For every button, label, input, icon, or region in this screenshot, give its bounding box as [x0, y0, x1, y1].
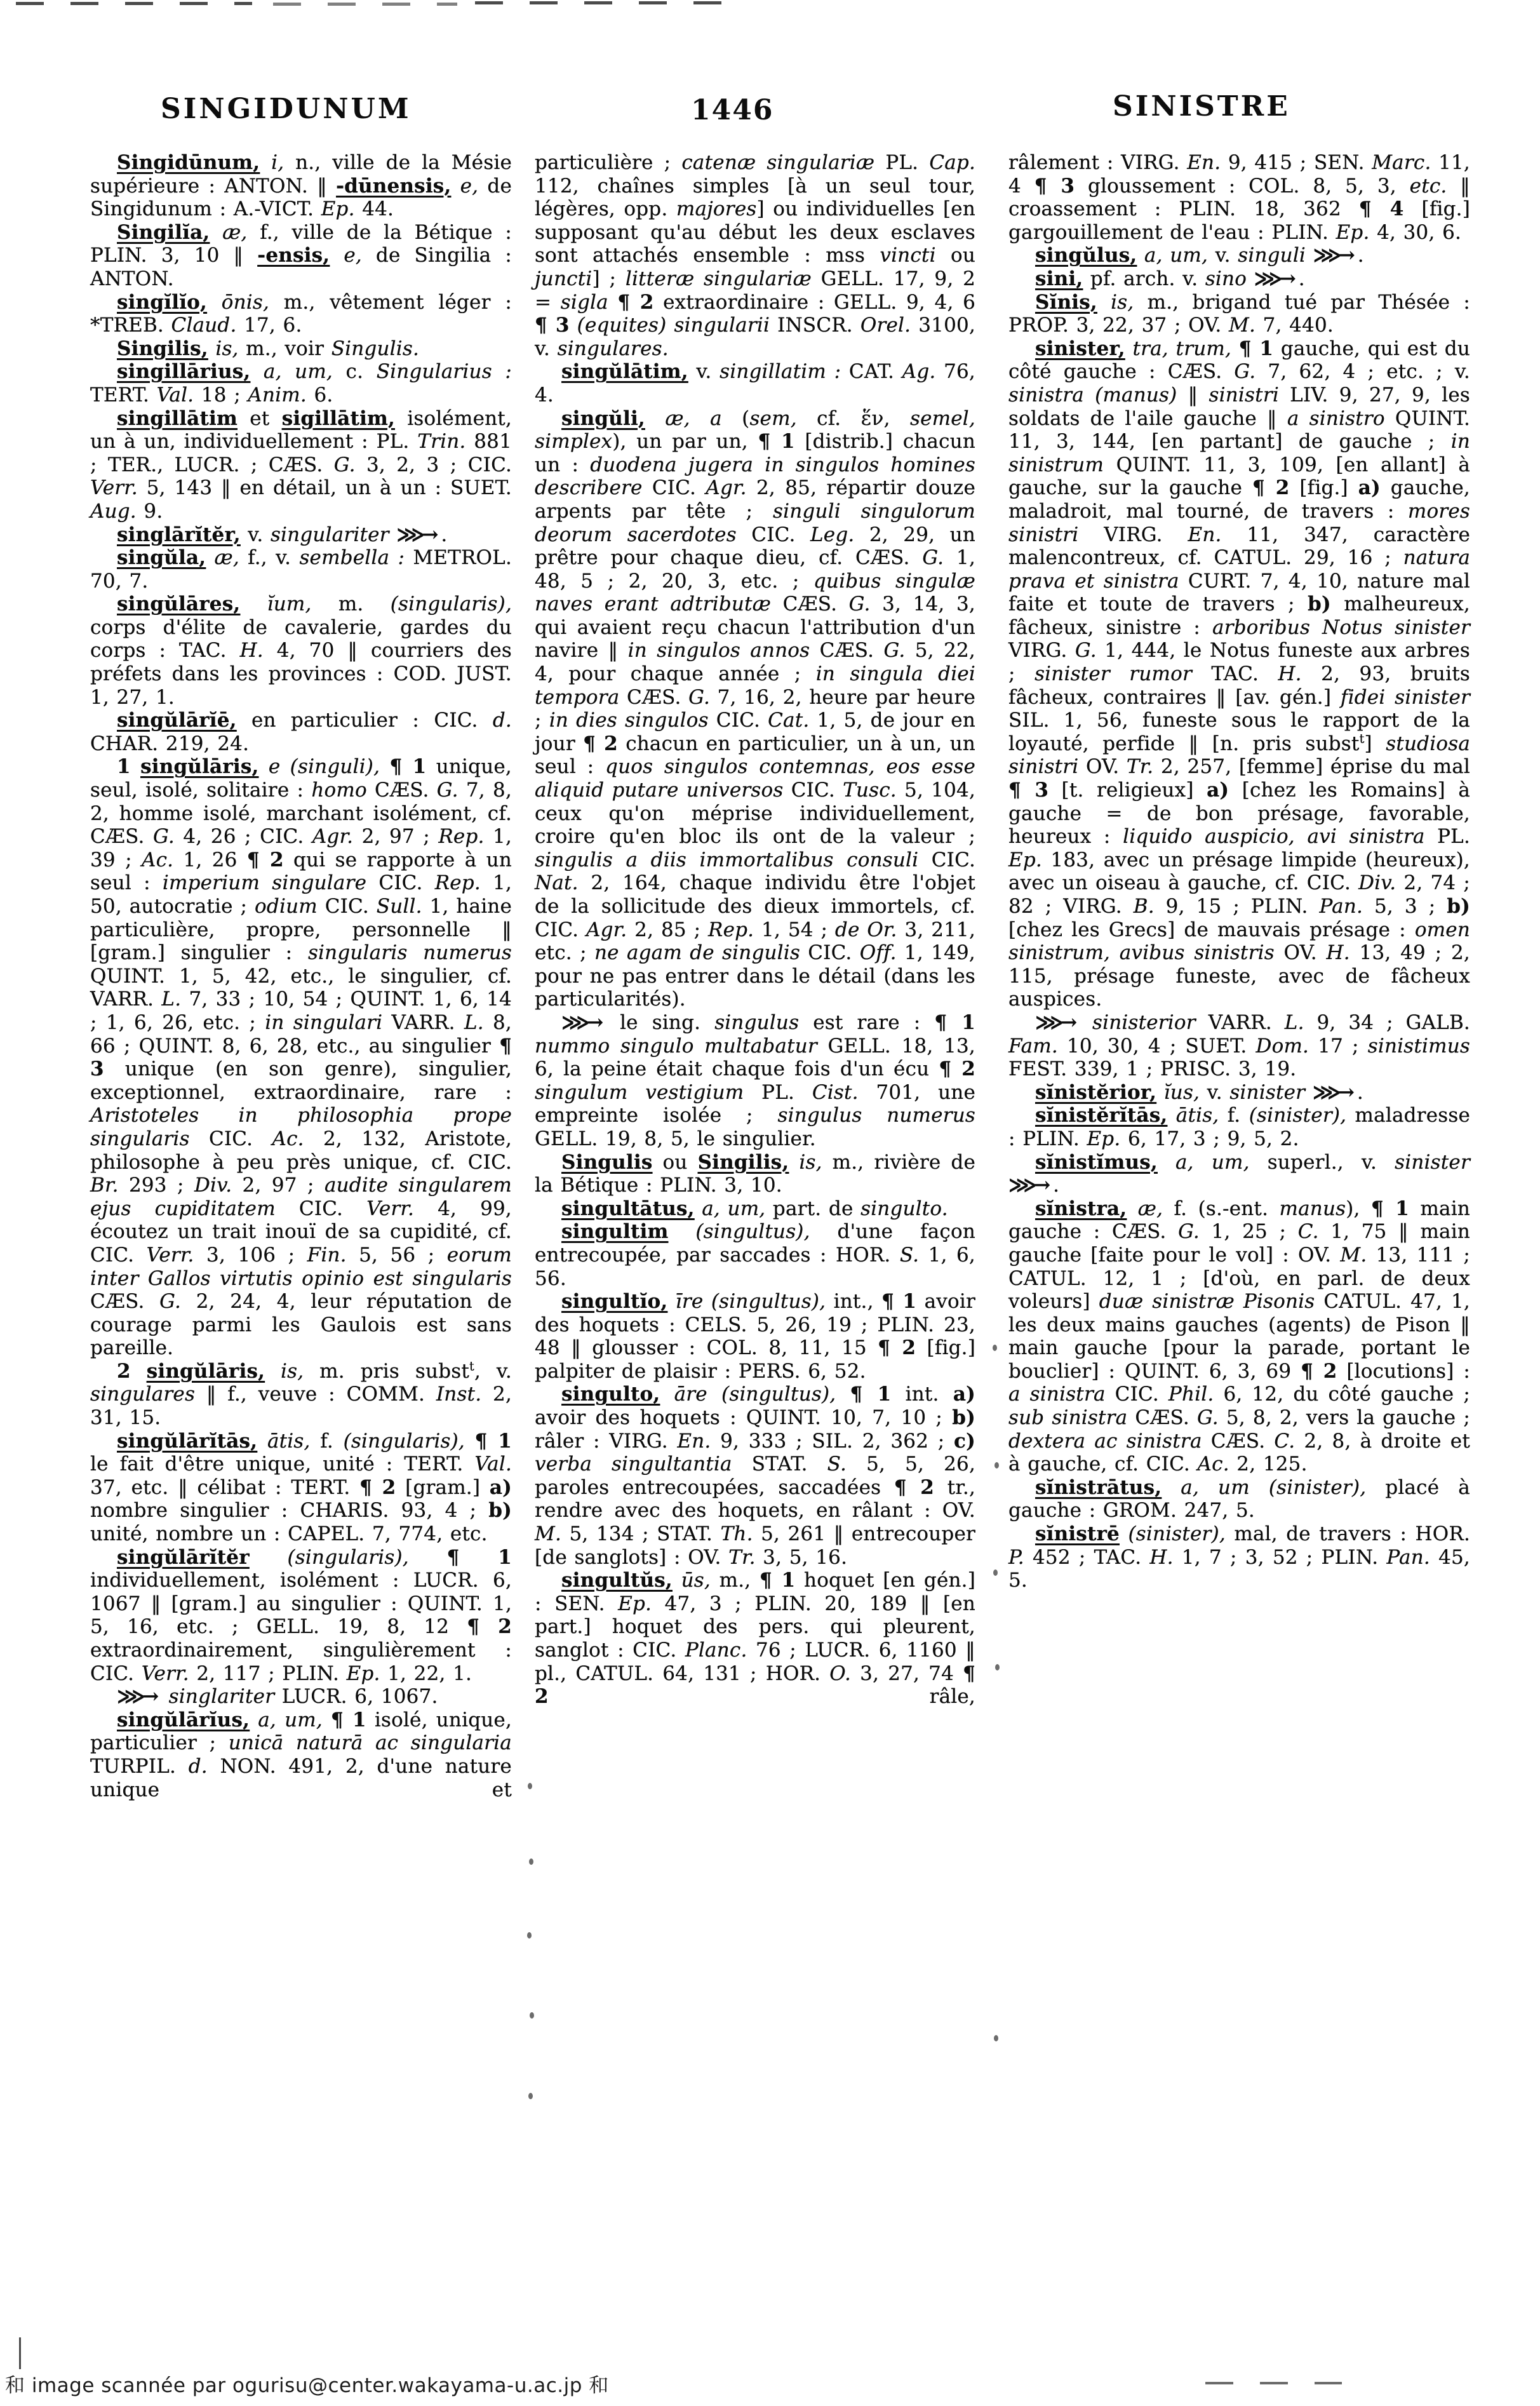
scan-speck	[527, 1932, 532, 1939]
dictionary-entry: singultātus, a, um, part. de singulto.	[561, 1197, 948, 1220]
dictionary-entry: sinister, tra, trum, ¶ 1 gauche, qui est du côté gauche : CÆS. G. 7, 62, 4 ; etc. ; v. sinistra (manus) ‖ sinistri LIV. 9, 27, 9, les soldats de l'aile gauche ‖ a sinistro QUINT. 11, 3, 144, [en partant] de gauche ; in sinistrum QUINT. 11, 3, 109, [en allant] à gauche, sur la gauche ¶ 2 [fig.] a) gauche, maladroit, mal tourné, de travers : mores sinistri VIRG. En. 11, 347, caractère malencontreux, cf. CATUL. 29, 16 ; natura prava et sinistra CURT. 7, 4, 10, nature mal faite et toute de travers ; b) malheureux, fâcheux, sinistre : arboribus Notus sinister VIRG. G. 1, 444, le Notus funeste aux arbres ; sinister rumor TAC. H. 2, 93, bruits fâcheux, contraires ‖ [av. gén.] fidei sinister SIL. 1, 56, funeste sous le rapport de la loyauté, perfide ‖ [n. pris subst$^t$] studiosa sinistri OV. Tr. 2, 257, [femme] éprise du mal ¶ 3 [t. religieux] a) [chez les Romains] à gauche = de bon présage, favorable, heureux : liquido auspicio, avi sinistra PL. Ep. 183, avec un présage limpide (heureux), avec un oiseau à gauche, cf. CIC. Div. 2, 74 ; 82 ; VIRG. B. 9, 15 ; PLIN. Pan. 5, 3 ; b) [chez les Grecs] de mauvais présage : omen sinistrum, avibus sinistris OV. H. 13, 49 ; 2, 115, présage funeste, avec de fâcheux auspices.	[1008, 337, 1471, 1011]
dictionary-entry: Singulis ou Singilis, is, m., rivière de la Bétique : PLIN. 3, 10.	[535, 1150, 976, 1197]
dictionary-entry: Sĭnis, is, m., brigand tué par Thésée : PROP. 3, 22, 37 ; OV. M. 7, 440.	[1008, 290, 1470, 337]
derivatives-arrow-icon: ⋙→	[561, 1011, 601, 1034]
dictionary-entry: 1 singŭlāris, e (singuli), ¶ 1 unique, seul, isolé, solitaire : homo CÆS. G. 7, 8, 2, homme isolé, marchant isolément, cf. CÆS. G. 4, 26 ; CIC. Agr. 2, 97 ; Rep. 1, 39 ; Ac. 1, 26 ¶ 2 qui se rapporte à un seul : imperium singulare CIC. Rep. 1, 50, autocratie ; odium CIC. Sull. 1, haine particulière, propre, personnelle ‖ [gram.] singulier : singularis numerus QUINT. 1, 5, 42, etc., le singulier, cf. VARR. L. 7, 33 ; 10, 54 ; QUINT. 1, 6, 14 ; 1, 6, 26, etc. ; in singulari VARR. L. 8, 66 ; QUINT. 8, 6, 28, etc., au singulier ¶ 3 unique (en son genre), singulier, exceptionnel, extraordinaire, rare : Aristoteles in philosophia prope singularis CIC. Ac. 2, 132, Aristote, philosophe à peu près unique, cf. CIC. Br. 293 ; Div. 2, 97 ; audite singularem ejus cupiditatem CIC. Verr. 4, 99, écoutez un trait inouï de sa cupidité, cf. CIC. Verr. 3, 106 ; Fin. 5, 56 ; eorum inter Gallos virtutis opinio est singularis CÆS. G. 2, 24, 4, leur réputation de courage parmi les Gaulois est sans pareille.	[90, 755, 512, 1360]
scan-artifact-line	[19, 2337, 21, 2369]
dictionary-entry: ⋙→ le sing. singulus est rare : ¶ 1 nummo singulo multabatur GELL. 18, 13, 6, la peine était chaque fois d'un écu ¶ 2 singulum vestigium PL. Cist. 701, une empreinte isolée ; singulus numerus GELL. 19, 8, 5, le singulier.	[535, 1011, 976, 1150]
scan-artifact-dashes	[1205, 2382, 1342, 2384]
dictionary-entry: singillātim et sigillātim, isolément, un à un, individuellement : PL. Trin. 881 ; TER., LUCR. ; CÆS. G. 3, 2, 3 ; CIC. Verr. 5, 143 ‖ en détail, un à un : SUET. Aug. 9.	[90, 407, 512, 523]
derivatives-arrow-icon: ⋙→	[117, 1685, 157, 1709]
dictionary-entry: râlement : VIRG. En. 9, 415 ; SEN. Marc. 11, 4 ¶ 3 gloussement : COL. 8, 5, 3, etc. ‖ croassement : PLIN. 18, 362 ¶ 4 [fig.] gargouillement de l'eau : PLIN. Ep. 4, 30, 6.	[1008, 151, 1471, 244]
page-number: 1446	[691, 94, 774, 126]
dictionary-column-1	[90, 151, 512, 1801]
dictionary-entry: singŭlus, a, um, v. singuli ⋙→ .	[1035, 244, 1364, 267]
scan-speck	[994, 2035, 998, 2041]
dictionary-column-2	[535, 151, 975, 1709]
dictionary-entry: singŭlātim, v. singillatim : CAT. Ag. 76, 4.	[535, 360, 975, 407]
scan-speck	[993, 1345, 997, 1351]
dictionary-entry: Singilĭa, æ, f., ville de la Bétique : PLIN. 3, 10 ‖ -ensis, e, de Singilia : ANTON.	[90, 220, 512, 290]
derivatives-arrow-icon: ⋙→	[1035, 1011, 1075, 1034]
scan-artifact-dashes	[273, 3, 457, 6]
dictionary-entry: 2 singŭlāris, is, m. pris subst$^t$, v. singulares ‖ f., veuve : COMM. Inst. 2, 31, 15.	[90, 1359, 512, 1430]
dictionary-entry: ⋙→ sinisterior VARR. L. 9, 34 ; GALB. Fam. 10, 30, 4 ; SUET. Dom. 17 ; sinistimus FEST. 339, 1 ; PRISC. 3, 19.	[1008, 1011, 1470, 1081]
derivatives-arrow-icon: ⋙→	[1312, 1080, 1352, 1104]
dictionary-column-3	[1008, 151, 1470, 1592]
dictionary-entry: sĭnistrē (sinister), mal, de travers : HOR. P. 452 ; TAC. H. 1, 7 ; 3, 52 ; PLIN. Pan. 45, 5.	[1008, 1522, 1471, 1592]
dictionary-entry: singŭlārĭtās, ātis, f. (singularis), ¶ 1 le fait d'être unique, unité : TERT. Val. 37, etc. ‖ célibat : TERT. ¶ 2 [gram.] a) nombre singulier : CHARIS. 93, 4 ; b) unité, nombre un : CAPEL. 7, 774, etc.	[90, 1429, 512, 1546]
scan-speck	[995, 1664, 1000, 1670]
dictionary-entry: sĭnistĭmus, a, um, superl., v. sinister ⋙→ .	[1008, 1150, 1470, 1197]
scan-speck	[993, 1569, 998, 1576]
scan-speck	[528, 1783, 532, 1789]
scan-speck	[994, 1462, 999, 1468]
dictionary-entry: Singilis, is, m., voir Singulis.	[117, 337, 420, 360]
running-head-right: SINISTRE	[1113, 90, 1290, 123]
dictionary-entry: sĭnistĕrĭtās, ātis, f. (sinister), maladresse : PLIN. Ep. 6, 17, 3 ; 9, 5, 2.	[1008, 1104, 1470, 1150]
derivatives-arrow-icon: ⋙→	[1008, 1174, 1048, 1197]
running-head-left: SINGIDUNUM	[161, 93, 412, 125]
scan-artifact-dashes	[16, 2, 252, 5]
dictionary-entry: singultim (singultus), d'une façon entrecoupée, par saccades : HOR. S. 1, 6, 56.	[535, 1220, 975, 1290]
dictionary-entry: singŭlārĭē, en particulier : CIC. d. CHAR. 219, 24.	[90, 709, 512, 755]
dictionary-entry: singulto, āre (singultus), ¶ 1 int. a) avoir des hoquets : QUINT. 10, 7, 10 ; b) râler : VIRG. En. 9, 333 ; SIL. 2, 362 ; c) verba singultantia STAT. S. 5, 5, 26, paroles entrecoupées, saccadées ¶ 2 tr., rendre avec des hoquets, en râlant : OV. M. 5, 134 ; STAT. Th. 5, 261 ‖ entrecouper [de sanglots] : OV. Tr. 3, 5, 16.	[535, 1383, 976, 1569]
scan-artifact-dashes	[475, 1, 724, 4]
scan-speck	[528, 2093, 533, 2099]
dictionary-entry: singŭlārĭtĕr (singularis), ¶ 1 individuellement, isolément : LUCR. 6, 1067 ‖ [gram.] au singulier : QUINT. 1, 5, 16, etc. ; GELL. 19, 8, 12 ¶ 2 extraordinairement, singulièrement : CIC. Verr. 2, 117 ; PLIN. Ep. 1, 22, 1.	[90, 1545, 512, 1685]
dictionary-entry: sĭnistra, æ, f. (s.-ent. manus), ¶ 1 main gauche : CÆS. G. 1, 25 ; C. 1, 75 ‖ main gauche [faite pour le vol] : OV. M. 13, 111 ; CATUL. 12, 1 ; [d'où, en parl. de deux voleurs] duæ sinistræ Pisonis CATUL. 47, 1, les deux mains gauches (agents) de Pison ‖ main gauche [pour la parade, portant le bouclier] : QUINT. 6, 3, 69 ¶ 2 [locutions] : a sinistra CIC. Phil. 6, 12, du côté gauche ; sub sinistra CÆS. G. 5, 8, 2, vers la gauche ; dextera ac sinistra CÆS. C. 2, 8, à droite et à gauche, cf. CIC. Ac. 2, 125.	[1008, 1197, 1471, 1476]
dictionary-entry: singŭli, æ, a (sem, cf. ἕν, semel, simplex), un par un, ¶ 1 [distrib.] chacun un : duodena jugera in singulos homines describere CIC. Agr. 2, 85, répartir douze arpents par tête ; singuli singulorum deorum sacerdotes CIC. Leg. 2, 29, un prêtre pour chaque dieu, cf. CÆS. G. 1, 48, 5 ; 2, 20, 3, etc. ; quibus singulæ naves erant adtributæ CÆS. G. 3, 14, 3, qui avaient reçu chacun l'attribution d'un navire ‖ in singulos annos CÆS. G. 5, 22, 4, pour chaque année ; in singula diei tempora CÆS. G. 7, 16, 2, heure par heure ; in dies singulos CIC. Cat. 1, 5, de jour en jour ¶ 2 chacun en particulier, un à un, un seul : quos singulos contemnas, eos esse aliquid putare universos CIC. Tusc. 5, 104, ceux qu'on méprise individuellement, croire qu'en bloc ils ont de la valeur ; singulis a diis immortalibus consuli CIC. Nat. 2, 164, chaque individu être l'objet de la sollicitude des dieux immortels, cf. CIC. Agr. 2, 85 ; Rep. 1, 54 ; de Or. 3, 211, etc. ; ne agam de singulis CIC. Off. 1, 149, pour ne pas entrer dans le détail (dans les particularités).	[535, 407, 976, 1011]
dictionary-entry: singultĭo, īre (singultus), int., ¶ 1 avoir des hoquets : CELS. 5, 26, 19 ; PLIN. 23, 48 ‖ glousser : COL. 8, 11, 15 ¶ 2 [fig.] palpiter de plaisir : PERS. 6, 52.	[535, 1290, 975, 1383]
dictionary-entry: sĭnistĕrior, ĭus, v. sinister ⋙→ .	[1035, 1080, 1363, 1104]
dictionary-entry: particulière ; catenæ singulariæ PL. Cap. 112, chaînes simples [à un seul tour, légères, opp. majores] ou individuelles [en supposant qu'au début les deux esclaves sont attachés ensemble : mss vincti ou juncti] ; litteræ singulariæ GELL. 17, 9, 2 = sigla ¶ 2 extraordinaire : GELL. 9, 4, 6 ¶ 3 (equites) singularii INSCR. Orel. 3100, v. singulares.	[535, 151, 976, 360]
scan-credit: 和 image scannée par ogurisu@center.wakayama-u.ac.jp 和	[5, 2374, 609, 2397]
dictionary-entry: singŭla, æ, f., v. sembella : METROL. 70, 7.	[90, 546, 512, 593]
dictionary-entry: singultŭs, ūs, m., ¶ 1 hoquet [en gén.] : SEN. Ep. 47, 3 ; PLIN. 20, 189 ‖ [en part.] hoquet des pers. qui pleurent, sanglot : CIC. Planc. 76 ; LUCR. 6, 1160 ‖ pl., CATUL. 64, 131 ; HOR. O. 3, 27, 74 ¶ 2 râle,	[535, 1569, 976, 1709]
dictionary-entry: sini, pf. arch. v. sino ⋙→ .	[1035, 267, 1305, 290]
dictionary-entry: ⋙→ singlariter LUCR. 6, 1067.	[117, 1685, 438, 1709]
scan-speck	[529, 1858, 533, 1865]
derivatives-arrow-icon: ⋙→	[1313, 244, 1353, 267]
dictionary-entry: sĭnistrātus, a, um (sinister), placé à gauche : GROM. 247, 5.	[1008, 1475, 1470, 1522]
derivatives-arrow-icon: ⋙→	[396, 523, 436, 546]
dictionary-entry: singillārius, a, um, c. Singularius : TERT. Val. 18 ; Anim. 6.	[90, 360, 512, 407]
dictionary-entry: Singidūnum, i, n., ville de la Mésie supérieure : ANTON. ‖ -dūnensis, e, de Singidunum : A.-VICT. Ep. 44.	[90, 151, 512, 221]
dictionary-entry: singĭlĭo, ōnis, m., vêtement léger : *TREB. Claud. 17, 6.	[90, 290, 512, 337]
dictionary-entry: singŭlārĭus, a, um, ¶ 1 isolé, unique, particulier ; unicā naturā ac singularia TURPIL. d. NON. 491, 2, d'une nature unique et	[90, 1708, 512, 1801]
scan-speck	[530, 2012, 534, 2019]
dictionary-entry: singŭlāres, ĭum, m. (singularis), corps d'élite de cavalerie, gardes du corps : TAC. H. 4, 70 ‖ courriers des préfets dans les provinces : COD. JUST. 1, 27, 1.	[90, 593, 512, 709]
dictionary-entry: singlārĭtĕr, v. singulariter ⋙→ .	[117, 523, 448, 546]
derivatives-arrow-icon: ⋙→	[1254, 267, 1294, 290]
